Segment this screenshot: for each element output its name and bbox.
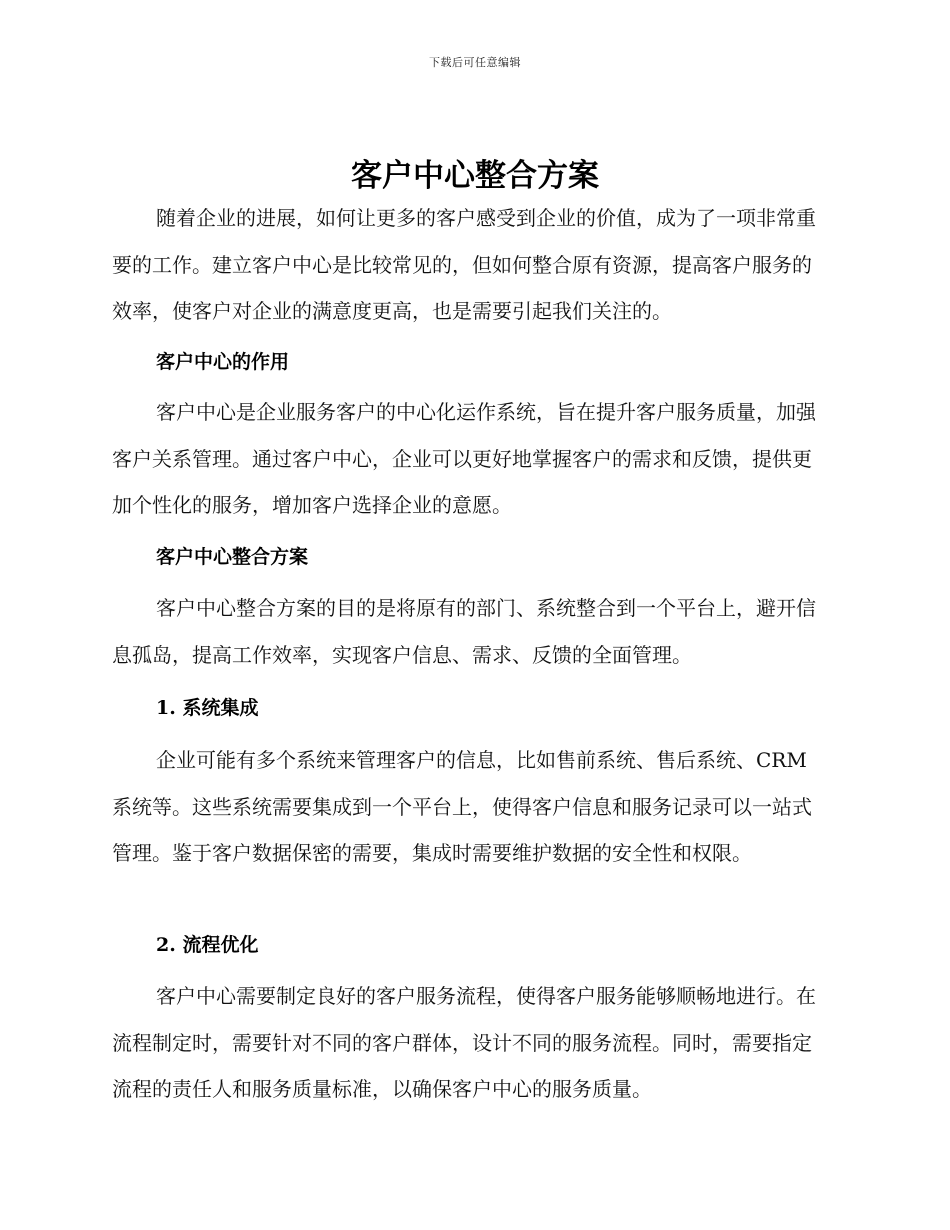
section-heading-role: 客户中心的作用	[156, 351, 290, 373]
section-paragraph-role: 客户中心是企业服务客户的中心化运作系统，旨在提升客户服务质量，加强客户关系管理。通过客户中心，企业可以更好地掌握客户的需求和反馈，提供更加个性化的服务，增加客户选择企业的意愿。	[112, 400, 816, 517]
section-paragraph-integration: 企业可能有多个系统来管理客户的信息，比如售前系统、售后系统、CRM 系统等。这些系统需要集成到一个平台上，使得客户信息和服务记录可以一站式管理。鉴于客户数据保密的需要，集成时需要维护数据的安全性和权限。	[112, 748, 812, 865]
section-heading-plan: 客户中心整合方案	[156, 546, 309, 568]
section-paragraph-process: 客户中心需要制定良好的客户服务流程，使得客户服务能够顺畅地进行。在流程制定时，需要针对不同的客户群体，设计不同的服务流程。同时，需要指定流程的责任人和服务质量标准，以确保客户中心的服务质量。	[112, 984, 816, 1101]
section-heading-integration	[156, 693, 258, 720]
section-heading-process	[156, 930, 258, 957]
section-paragraph-plan: 客户中心整合方案的目的是将原有的部门、系统整合到一个平台上，避开信息孤岛，提高工作效率，实现客户信息、需求、反馈的全面管理。	[112, 596, 816, 667]
section-number: 2.	[156, 934, 176, 956]
section-number: 1.	[156, 697, 176, 719]
section-heading-text: 流程优化	[182, 934, 259, 956]
section-heading-text: 系统集成	[182, 697, 259, 719]
intro-paragraph: 随着企业的进展，如何让更多的客户感受到企业的价值，成为了一项非常重要的工作。建立客户中心是比较常见的，但如何整合原有资源，提高客户服务的效率，使客户对企业的满意度更高，也是需要引起我们关注的。	[112, 206, 816, 323]
header-note: 下载后可任意编辑	[429, 56, 521, 69]
document-title: 客户中心整合方案	[351, 158, 599, 194]
